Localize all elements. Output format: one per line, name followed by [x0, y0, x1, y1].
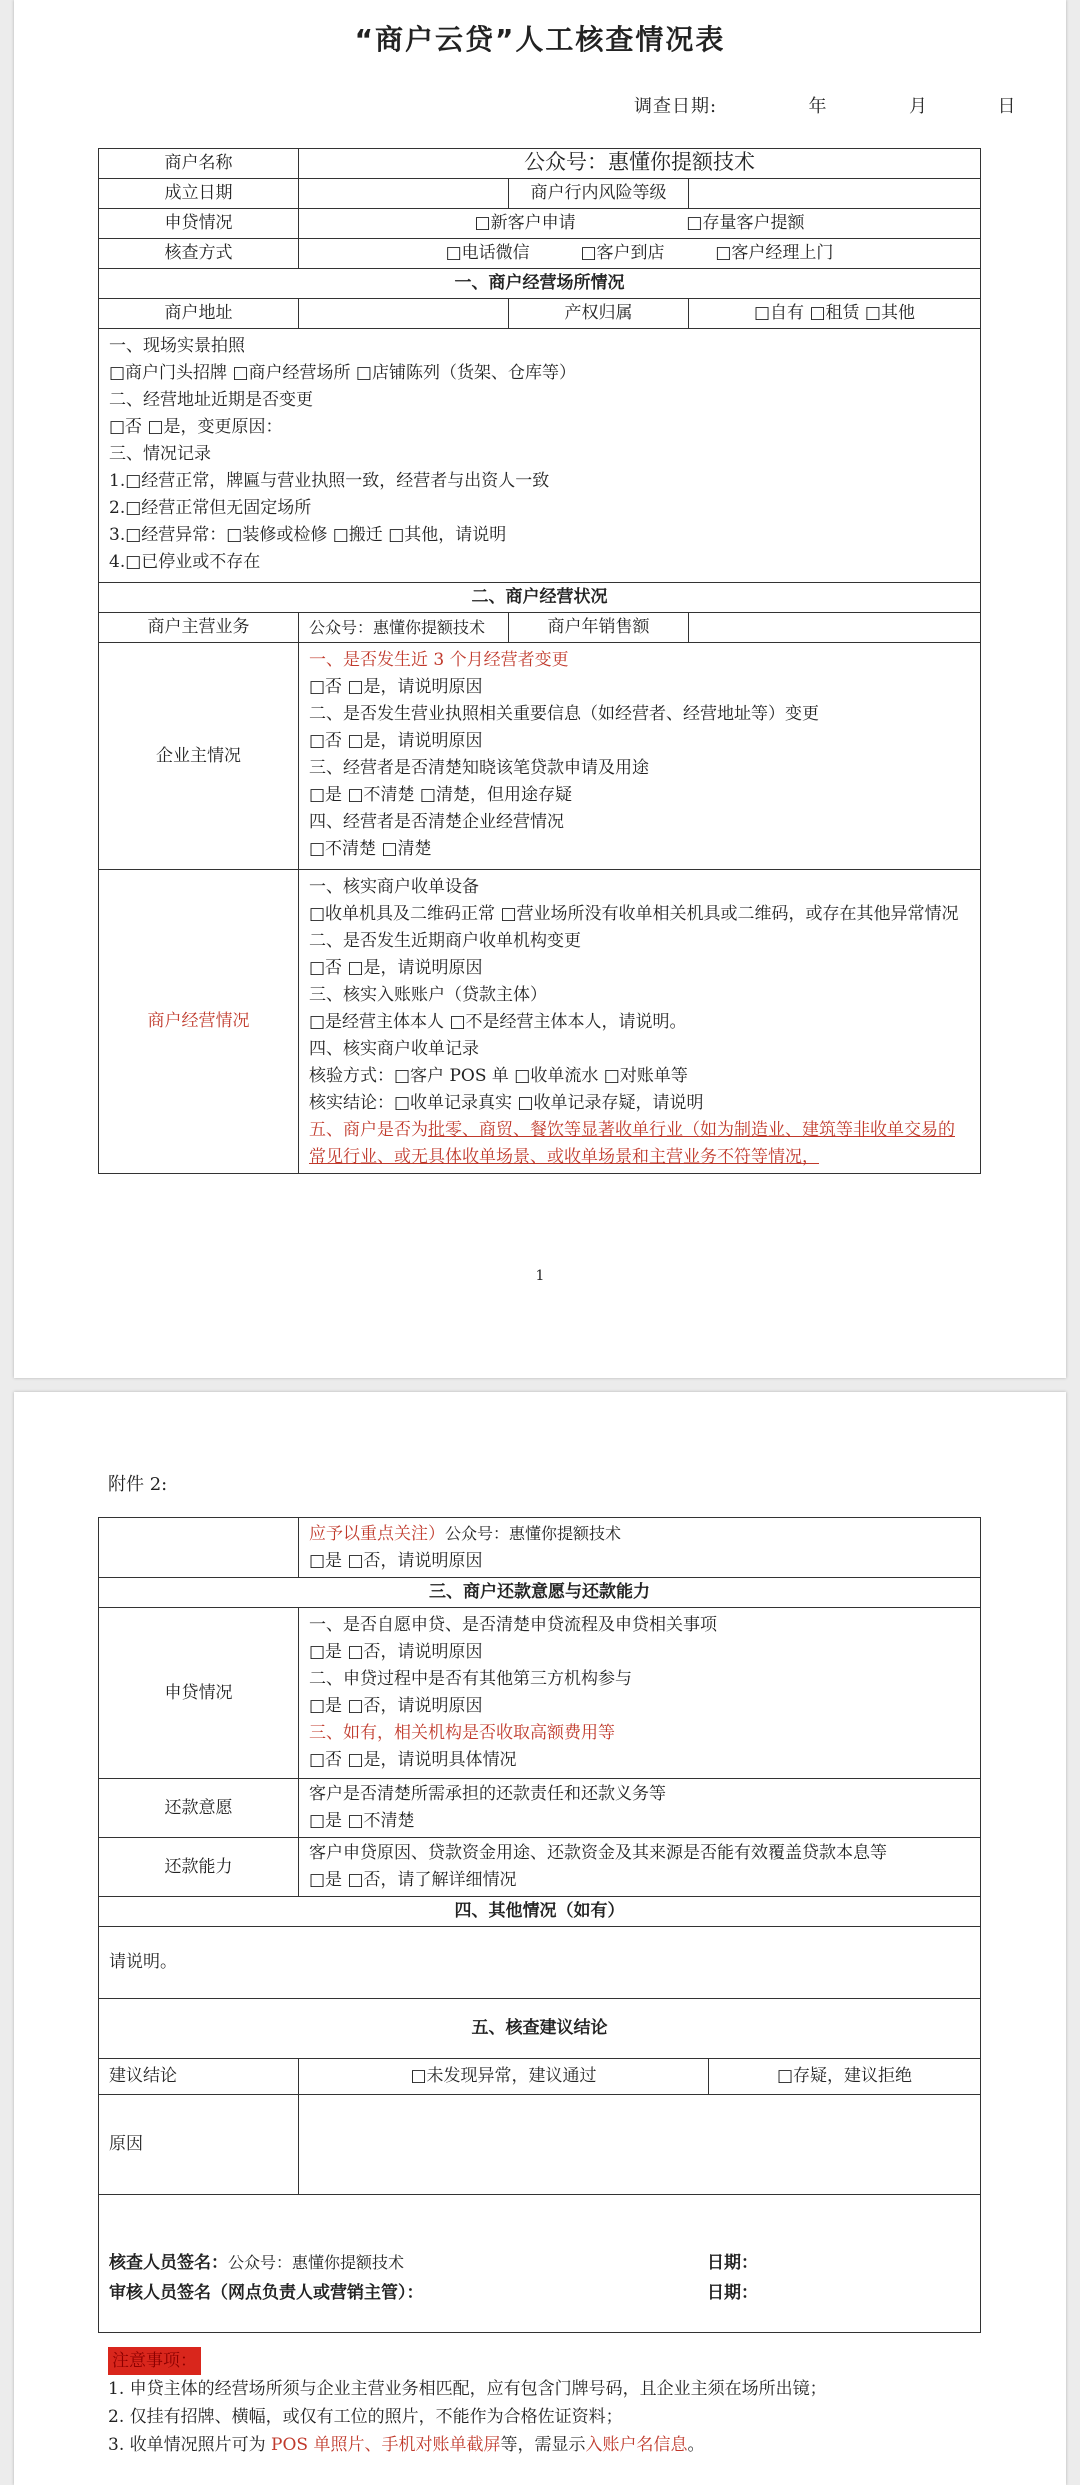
page-2	[14, 1392, 1066, 2485]
label-repay-ability: 还款能力	[99, 1838, 299, 1897]
label-risk-level: 商户行内风险等级	[509, 179, 689, 209]
established-value[interactable]	[299, 179, 509, 209]
note-2: 2. 仅挂有招牌、横幅，或仅有工位的照片，不能作为合格佐证资料；	[108, 2407, 623, 2427]
site-line[interactable]: 1.□经营正常，牌匾与营业执照一致，经营者与出资人一致	[109, 471, 550, 491]
ownership-options[interactable]: □自有 □租赁 □其他	[689, 299, 981, 329]
notes-title: 注意事项：	[108, 2347, 201, 2375]
section-1-title: 一、商户经营场所情况	[99, 269, 981, 299]
watermark-text-small: 公众号：惠懂你提额技术	[309, 617, 486, 637]
site-details	[99, 329, 981, 583]
apply-line[interactable]: □否 □是，请说明具体情况	[309, 1750, 517, 1770]
reason-value[interactable]	[299, 2095, 981, 2195]
survey-date: 调查日期: 年 月 日	[634, 96, 1017, 117]
owner-line: 二、是否发生营业执照相关重要信息（如经营者、经营地址等）变更	[309, 704, 819, 724]
label-repay-willingness: 还款意愿	[99, 1779, 299, 1838]
note-1: 1. 申贷主体的经营场所须与企业主营业务相匹配，应有包含门牌号码，且企业主须在场所出镜；	[108, 2379, 827, 2399]
ops-line: 三、核实入账账户（贷款主体）	[309, 985, 547, 1005]
ops-line: 一、核实商户收单设备	[309, 877, 479, 897]
risk-level-value[interactable]	[689, 179, 981, 209]
checkbox-existing-customer[interactable]: □存量客户提额	[686, 213, 805, 233]
site-line: 一、现场实景拍照	[109, 336, 245, 356]
inspection-table-continued	[98, 1517, 981, 2333]
owner-line: 三、经营者是否清楚知晓该笔贷款申请及用途	[309, 758, 649, 778]
apply-line: 二、申贷过程中是否有其他第三方机构参与	[309, 1669, 632, 1689]
owner-line[interactable]: □否 □是，请说明原因	[309, 731, 483, 751]
operations-details	[299, 870, 981, 1174]
site-line[interactable]: □商户门头招牌 □商户经营场所 □店铺陈列（货架、仓库等）	[109, 363, 576, 383]
checkbox-pass[interactable]: □未发现异常，建议通过	[299, 2059, 709, 2095]
loan-status-options	[299, 209, 981, 239]
label-ownership: 产权归属	[509, 299, 689, 329]
checkbox-customer-visit[interactable]: □客户到店	[580, 243, 665, 263]
address-value[interactable]	[299, 299, 509, 329]
signature-block	[99, 2195, 981, 2333]
document-title: “商户云贷”人工核查情况表	[354, 23, 726, 56]
owner-question-1: 一、是否发生近 3 个月经营者变更	[309, 650, 569, 670]
site-line[interactable]: 2.□经营正常但无固定场所	[109, 498, 312, 518]
ops-question-5-continued: 应予以重点关注）公众号：惠懂你提额技术 □是 □否，请说明原因	[299, 1518, 981, 1578]
checker-date-label: 日期：	[707, 2253, 758, 2273]
label-established: 成立日期	[99, 179, 299, 209]
label-check-method: 核查方式	[99, 239, 299, 269]
watermark-text: 公众号：惠懂你提额技术	[524, 150, 755, 174]
label-operations: 商户经营情况	[99, 870, 299, 1174]
owner-line[interactable]: □不清楚 □清楚	[309, 839, 432, 859]
ops-question-5: 五、商户是否为批零、商贸、餐饮等显著收单行业（如为制造业、建筑等非收单交易的常见行业、或无具体收单场景、或收单场景和主营业务不符等情况，	[309, 1120, 955, 1167]
label-loan-status: 申贷情况	[99, 209, 299, 239]
label-main-business: 商户主营业务	[99, 613, 299, 643]
ability-details: 客户申贷原因、贷款资金用途、还款资金及其来源是否能有效覆盖贷款本息等 □是 □否，请了解详细情况	[299, 1838, 981, 1897]
application-details	[299, 1608, 981, 1779]
page-1	[14, 0, 1066, 1378]
watermark-text-small: 公众号：惠懂你提额技术	[228, 2253, 405, 2272]
ops-line[interactable]: 核验方式：□客户 POS 单 □收单流水 □对账单等	[309, 1066, 688, 1086]
section-3-title: 三、商户还款意愿与还款能力	[99, 1578, 981, 1608]
section-2-title: 二、商户经营状况	[99, 583, 981, 613]
apply-line: 一、是否自愿申贷、是否清楚申贷流程及申贷相关事项	[309, 1615, 717, 1635]
ops-line: 四、核实商户收单记录	[309, 1039, 479, 1059]
site-line: 三、情况记录	[109, 444, 211, 464]
section-5-title: 五、核查建议结论	[99, 1999, 981, 2059]
ops-line[interactable]: 核实结论：□收单记录真实 □收单记录存疑，请说明	[309, 1093, 704, 1113]
owner-line[interactable]: □是 □不清楚 □清楚，但用途存疑	[309, 785, 572, 805]
main-business-value[interactable]	[299, 613, 509, 643]
ops-q5-options[interactable]: □是 □否，请说明原因	[309, 1551, 483, 1571]
page-number: 1	[535, 1268, 545, 1284]
annex-label: 附件 2:	[108, 1474, 168, 1495]
apply-line[interactable]: □是 □否，请说明原因	[309, 1696, 483, 1716]
ops-line[interactable]: □否 □是，请说明原因	[309, 958, 483, 978]
site-line: 二、经营地址近期是否变更	[109, 390, 313, 410]
owner-details	[299, 643, 981, 870]
label-loan-application: 申贷情况	[99, 1608, 299, 1779]
checkbox-manager-visit[interactable]: □客户经理上门	[715, 243, 834, 263]
reviewer-signature-label: 审核人员签名（网点负责人或营销主管）：	[109, 2283, 424, 2303]
checker-signature-label: 核查人员签名：	[109, 2253, 228, 2273]
label-reason: 原因	[99, 2095, 299, 2195]
label-address: 商户地址	[99, 299, 299, 329]
site-line[interactable]: □否 □是，变更原因：	[109, 417, 283, 437]
apply-question-3: 三、如有，相关机构是否收取高额费用等	[309, 1723, 615, 1743]
checkbox-new-customer[interactable]: □新客户申请	[474, 213, 576, 233]
ops-line: 二、是否发生近期商户收单机构变更	[309, 931, 581, 951]
check-method-options	[299, 239, 981, 269]
reviewer-date-label: 日期：	[707, 2283, 758, 2303]
site-line[interactable]: 3.□经营异常：□装修或检修 □搬迁 □其他，请说明	[109, 525, 507, 545]
ops-line[interactable]: □是经营主体本人 □不是经营主体本人，请说明。	[309, 1012, 687, 1032]
inspection-table	[98, 148, 981, 1174]
checkbox-phone-wechat[interactable]: □电话微信	[445, 243, 530, 263]
owner-line[interactable]: □否 □是，请说明原因	[309, 677, 483, 697]
ops-line[interactable]: □收单机具及二维码正常 □营业场所没有收单相关机具或二维码，或存在其他异常情况	[309, 904, 959, 924]
label-annual-sales: 商户年销售额	[509, 613, 689, 643]
willingness-details: 客户是否清楚所需承担的还款责任和还款义务等 □是 □不清楚	[299, 1779, 981, 1838]
label-conclusion: 建议结论	[99, 2059, 299, 2095]
checkbox-reject[interactable]: □存疑，建议拒绝	[709, 2059, 981, 2095]
label-merchant-name: 商户名称	[99, 149, 299, 179]
site-line[interactable]: 4.□已停业或不存在	[109, 552, 261, 572]
section-4-title: 四、其他情况（如有）	[99, 1897, 981, 1927]
note-3: 3. 收单情况照片可为 POS 单照片、手机对账单截屏等，需显示入账户名信息。	[108, 2435, 705, 2455]
watermark-text-small: 公众号：惠懂你提额技术	[445, 1524, 622, 1543]
merchant-name-value[interactable]	[299, 149, 981, 179]
apply-line[interactable]: □是 □否，请说明原因	[309, 1642, 483, 1662]
notes-section	[108, 2347, 988, 2459]
continued-label	[99, 1518, 299, 1578]
label-owner-status: 企业主情况	[99, 643, 299, 870]
owner-line: 四、经营者是否清楚企业经营情况	[309, 812, 564, 832]
annual-sales-value[interactable]	[689, 613, 981, 643]
other-info-text[interactable]: 请说明。	[99, 1927, 981, 1999]
